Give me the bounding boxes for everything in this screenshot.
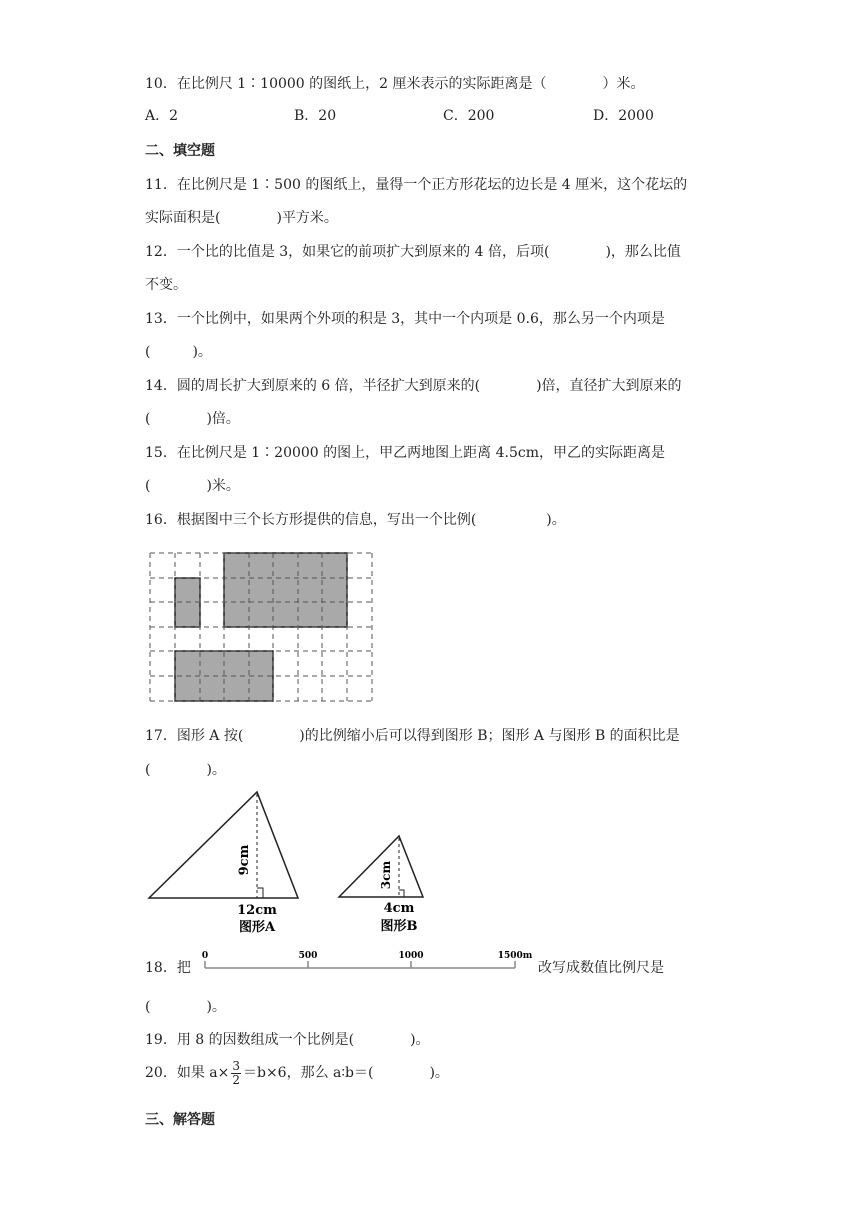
question-12-line2: 不变。 [145,277,187,293]
scale-tick-1000: 1000 [398,951,424,961]
question-20 [145,1058,449,1088]
triangle-a-base-label: 12cm [237,903,277,918]
question-11-line2: 实际面积是( )平方米。 [145,210,338,226]
q10-option-d: D．2000 [593,108,654,124]
question-14-line1: 14．圆的周长扩大到原来的 6 倍，半径扩大到原来的( )倍，直径扩大到原来的 [145,378,682,394]
question-10: 10．在比例尺 1∶10000 的图纸上，2 厘米表示的实际距离是（ ）米。 [145,76,645,92]
question-16: 16．根据图中三个长方形提供的信息，写出一个比例( )。 [145,512,566,528]
rectangle-grid-figure [146,550,376,705]
triangle-b-figure [335,830,435,940]
triangle-a-height-label: 9cm [237,844,252,876]
triangle-a-figure [145,790,315,940]
question-15-line2: ( )米。 [145,478,240,494]
question-13-line1: 13．一个比例中，如果两个外项的积是 3，其中一个内项是 0.6，那么另一个内项是 [145,311,665,327]
question-19: 19．用 8 的因数组成一个比例是( )。 [145,1032,430,1048]
q10-option-a: A．2 [145,108,179,124]
scale-tick-0: 0 [201,951,209,961]
question-18-prefix: 18．把 [145,960,191,976]
question-18-line2: ( )。 [145,999,226,1015]
question-20-suffix: ＝b×6，那么 a∶b＝( )。 [242,1065,449,1081]
question-17-line2: ( )。 [145,762,226,778]
scale-tick-500: 500 [298,951,318,961]
question-15-line1: 15．在比例尺是 1∶20000 的图上，甲乙两地图上距离 4.5cm，甲乙的实际距离是 [145,445,665,461]
fraction-numerator: 3 [232,1058,240,1073]
fraction-denominator: 2 [232,1072,240,1087]
question-11-line1: 11．在比例尺是 1∶500 的图纸上，量得一个正方形花坛的边长是 4 厘米，这个花坛的 [145,177,688,193]
triangle-b-base-label: 4cm [383,901,415,916]
q10-option-b: B．20 [294,108,337,124]
line-scale-bar [195,948,535,978]
scale-tick-1500m: 1500m [497,951,533,961]
triangle-b-caption: 图形B [380,919,418,934]
q10-option-c: C．200 [443,108,495,124]
triangle-b-height-label: 3cm [379,860,393,890]
question-14-line2: ( )倍。 [145,411,240,427]
section-heading-fill-in: 二、填空题 [145,143,215,159]
question-12-line1: 12．一个比的比值是 3，如果它的前项扩大到原来的 4 倍，后项( )，那么比值 [145,244,681,260]
section-heading-solve: 三、解答题 [145,1112,215,1128]
large-rectangle [224,553,347,627]
question-13-line2: ( )。 [145,344,212,360]
question-20-prefix: 20．如果 a× [145,1065,230,1081]
question-18-suffix: 改写成数值比例尺是 [538,960,664,976]
question-17-line1: 17．图形 A 按( )的比例缩小后可以得到图形 B；图形 A 与图形 B 的面积比是 [145,728,680,744]
fraction-three-halves [231,1060,241,1087]
triangle-a-caption: 图形A [238,920,276,935]
